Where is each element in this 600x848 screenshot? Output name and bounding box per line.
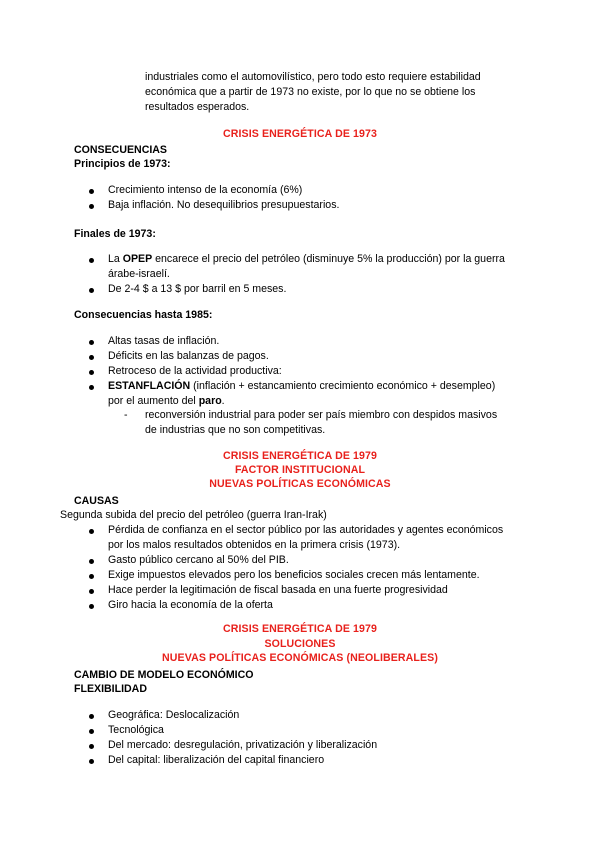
bullet-icon [89, 744, 94, 749]
list-item: Geográfica: Deslocalización [108, 708, 548, 723]
list-item: De 2-4 $ a 13 $ por barril en 5 meses. [108, 282, 548, 297]
bullet-icon [89, 529, 94, 534]
list-item: Retroceso de la actividad productiva: [108, 364, 548, 379]
list-item: Del mercado: desregulación, privatización y liberalización [108, 738, 548, 753]
bullet-icon [89, 189, 94, 194]
hasta-1985-label: Consecuencias hasta 1985: [74, 309, 213, 321]
intro-line: resultados esperados. [145, 101, 250, 113]
sub-item [124, 408, 545, 438]
bullet-icon [89, 355, 94, 360]
finales-list [108, 252, 548, 297]
intro-line: industriales como el automovilístico, pero todo esto requiere estabilidad [145, 71, 481, 83]
list-item: Exige impuestos elevados pero los beneficios sociales crecen más lentamente. [108, 568, 558, 583]
heading-nuevas-politicas: NUEVAS POLÍTICAS ECONÓMICAS [209, 478, 391, 490]
list-item: Pérdida de confianza en el sector público por las autoridades y agentes económicos por los malos resultados obtenidos en la primera crisis (1973). [108, 523, 558, 553]
bullet-icon [89, 204, 94, 209]
sub-item-line: de industrias que no son competitivas. [145, 424, 326, 436]
sub-item-line: reconversión industrial para poder ser país miembro con despidos masivos [145, 409, 498, 421]
heading-factor-institucional: FACTOR INSTITUCIONAL [234, 464, 366, 476]
principios-list [108, 183, 339, 213]
bullet-icon [89, 288, 94, 293]
list-item: La OPEP encarece el precio del petróleo (disminuye 5% la producción) por la guerra árabe-israelí. [108, 252, 548, 282]
causas-subtitle: Segunda subida del precio del petróleo (guerra Iran-Irak) [60, 509, 327, 521]
list-item: Altas tasas de inflación. [108, 334, 548, 349]
bullet-icon [89, 729, 94, 734]
causas-list [108, 523, 558, 613]
list-item: Giro hacia la economía de la oferta [108, 598, 558, 613]
bullet-icon [89, 604, 94, 609]
intro-line: económica que a partir de 1973 no existe, por lo que no se obtiene los [145, 86, 476, 98]
list-item: ESTANFLACIÓN (inflación + estancamiento crecimiento económico + desempleo) por el aumento del paro. [108, 379, 548, 409]
flexibilidad-list [108, 708, 548, 768]
causas-title: CAUSAS [74, 495, 119, 507]
list-item: Gasto público cercano al 50% del PIB. [108, 553, 558, 568]
heading-crisis-1973: CRISIS ENERGÉTICA DE 1973 [223, 128, 377, 140]
consecuencias-title: CONSECUENCIAS [74, 144, 168, 156]
flexibilidad-title: FLEXIBILIDAD [74, 683, 147, 695]
bullet-icon [89, 385, 94, 390]
heading-neoliberales: NUEVAS POLÍTICAS ECONÓMICAS (NEOLIBERALES) [162, 652, 438, 664]
list-item: Tecnológica [108, 723, 548, 738]
bullet-icon [89, 370, 94, 375]
list-item: Crecimiento intenso de la economía (6%) [108, 183, 339, 198]
intro-paragraph [145, 70, 535, 115]
bullet-icon [89, 574, 94, 579]
bullet-icon [89, 714, 94, 719]
heading-crisis-1979: CRISIS ENERGÉTICA DE 1979 [223, 450, 377, 462]
finales-1973-label: Finales de 1973: [74, 228, 156, 240]
bullet-icon [89, 258, 94, 263]
list-item: Déficits en las balanzas de pagos. [108, 349, 548, 364]
principios-1973-label: Principios de 1973: [74, 158, 171, 170]
hasta-1985-list [108, 334, 548, 409]
list-item: Del capital: liberalización del capital financiero [108, 753, 548, 768]
list-item: Baja inflación. No desequilibrios presupuestarios. [108, 198, 339, 213]
dash-icon: - [124, 409, 128, 421]
heading-soluciones: SOLUCIONES [264, 638, 336, 650]
bullet-icon [89, 340, 94, 345]
cambio-modelo-title: CAMBIO DE MODELO ECONÓMICO [74, 669, 254, 681]
heading-crisis-1979-soluciones: CRISIS ENERGÉTICA DE 1979 [223, 623, 377, 635]
bullet-icon [89, 559, 94, 564]
bullet-icon [89, 589, 94, 594]
bullet-icon [89, 759, 94, 764]
list-item: Hace perder la legitimación de fiscal basada en una fuerte progresividad [108, 583, 558, 598]
